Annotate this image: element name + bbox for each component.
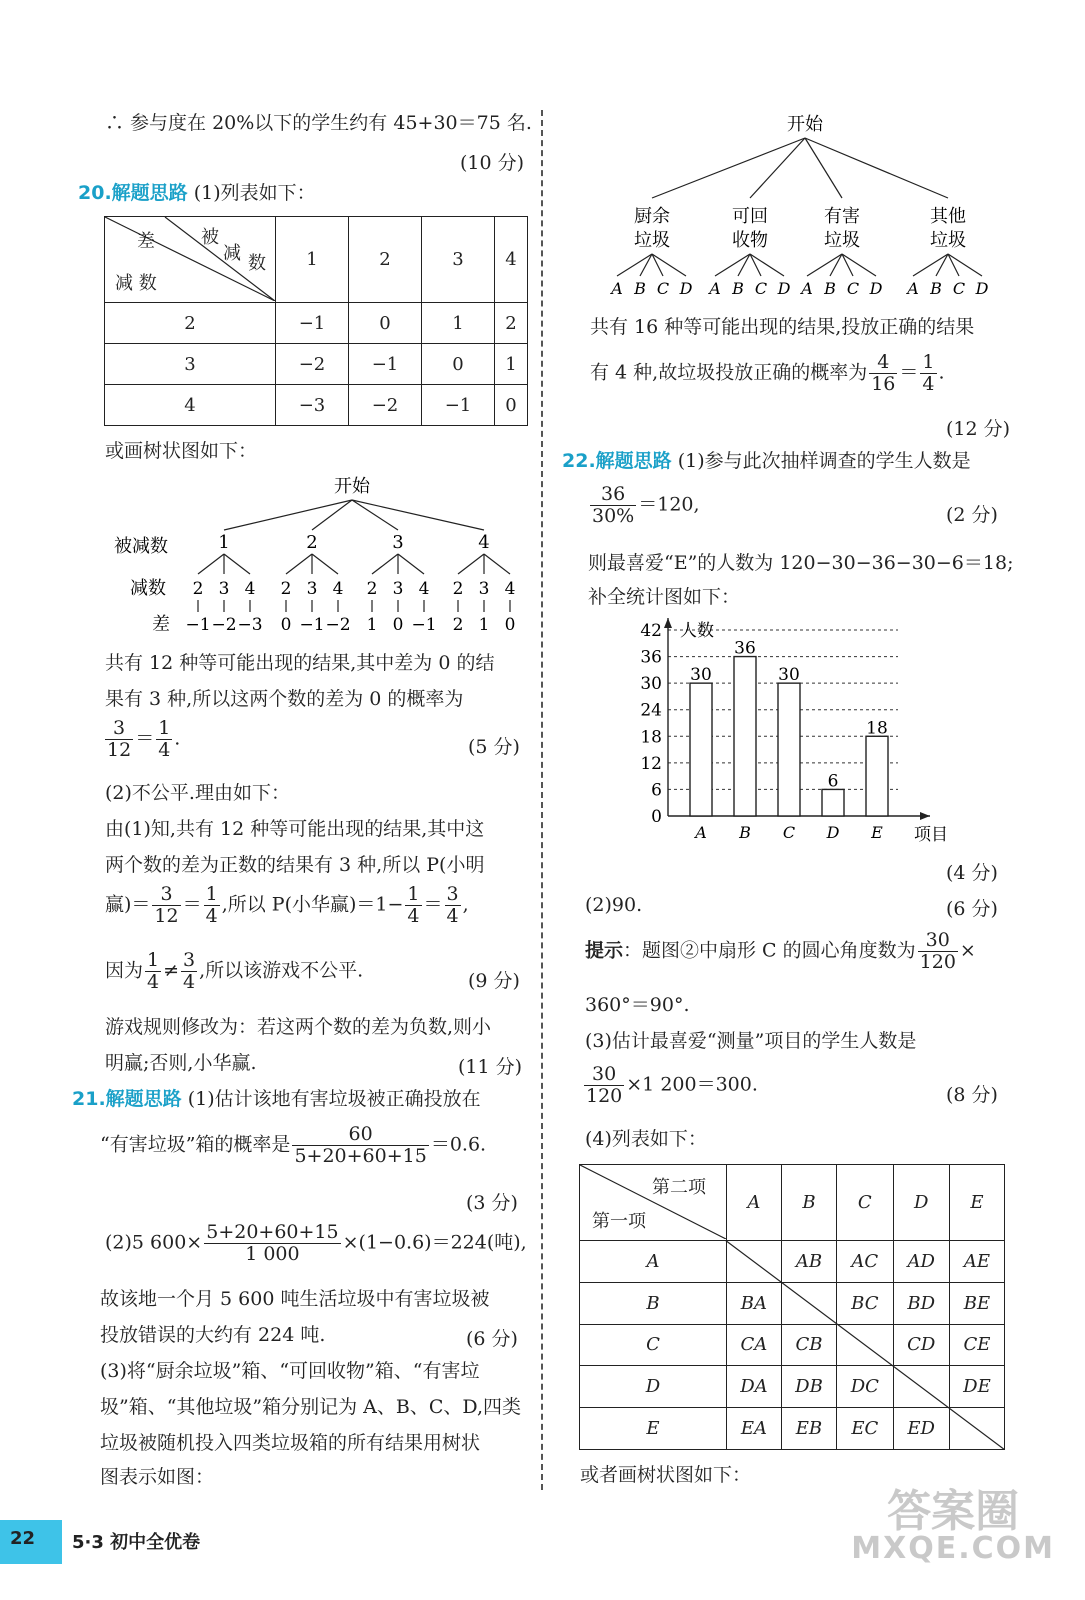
tree-edge [617, 254, 652, 276]
tree-node-leaf: B [930, 279, 942, 298]
score-12: (12 分) [946, 418, 1011, 440]
bar-value-label: 18 [866, 718, 888, 739]
table-cell: EB [781, 1408, 836, 1450]
col-header: 3 [421, 217, 494, 303]
tree-edge [807, 254, 842, 276]
tree-edge [484, 554, 510, 574]
q21-p3: (2)5 600× $\frac{5+20+60+15}{1 000}$ ×(1−0.6)＝224(吨), [105, 1221, 527, 1265]
tree-node-bin: 有害 [824, 206, 860, 227]
x-tick-label: A [695, 823, 707, 842]
bar-chart [620, 614, 960, 850]
table-cell: BE [949, 1282, 1004, 1324]
tree-node-leaf: A [611, 279, 623, 298]
y-axis-label: 人数 [680, 621, 714, 641]
q21-p1: (1)估计该地有害垃圾被正确投放在 [187, 1088, 481, 1110]
y-tick-label: 6 [651, 780, 662, 801]
fraction: $\frac{1}{4}$ [147, 949, 160, 993]
table-cell: 0 [421, 344, 494, 385]
table-cell: 1 [421, 303, 494, 344]
q21-garbage-tree [600, 108, 1020, 303]
tree-node-difference: 1 [366, 615, 378, 635]
tree-branches [185, 532, 515, 635]
q20-intro: (1)列表如下： [193, 182, 316, 204]
tree-node-minuend: 4 [478, 532, 490, 553]
table-cell: EC [837, 1408, 893, 1450]
tree-node-leaf: D [679, 279, 693, 298]
fraction: $\frac{30}{120}$ [919, 929, 956, 973]
tree-node-leaf: A [907, 279, 919, 298]
tree-start: 开始 [334, 476, 370, 497]
q21-tag: 解题思路 [105, 1088, 182, 1110]
hdr-minuend: 被 [201, 227, 219, 248]
table-cell: AC [837, 1241, 893, 1283]
q20-number: 20. [78, 182, 112, 204]
tree-node-bin: 垃圾 [824, 230, 860, 251]
q22-p2: $\frac{36}{30\%}$ ＝120, [592, 483, 700, 527]
tree-node-subtrahend: 2 [366, 579, 378, 599]
tree-edge [913, 254, 948, 276]
tree-node-difference: 2 [452, 615, 464, 635]
table-cell: AB [781, 1241, 836, 1283]
watermark-logo: 答案圈 [887, 1486, 1020, 1537]
tree-node-minuend: 3 [392, 532, 404, 553]
q20-p3b: 两个数的差为正数的结果有 3 种,所以 P(小明 [105, 854, 485, 876]
table-cell: ED [893, 1408, 949, 1450]
tree-node-bin: 收物 [732, 230, 768, 251]
tree-node-difference: −1 [185, 615, 211, 635]
col-header: C [837, 1165, 893, 1241]
score-10: (10 分) [460, 152, 525, 174]
tree-node-leaf: D [975, 279, 989, 298]
table-cell: BC [837, 1282, 893, 1324]
table-cell: DA [727, 1366, 782, 1408]
tree-edge [224, 554, 250, 574]
tree-node-difference: −1 [299, 615, 325, 635]
q21-p5c: 垃圾被随机投入四类垃圾箱的所有结果用树状 [100, 1432, 481, 1454]
q21-p5a: (3)将“厨余垃圾”箱、“可回收物”箱、“有害垃 [100, 1360, 480, 1382]
fraction: $\frac{1}{4}$ [922, 351, 935, 395]
bar-value-label: 36 [734, 638, 756, 659]
score-4: (4 分) [946, 862, 998, 884]
q22-table-corner [580, 1165, 727, 1241]
tree-node-bin: 厨余 [634, 206, 670, 227]
table-cell: DB [781, 1366, 836, 1408]
q20-p1b: 果有 3 种,所以这两个数的差为 0 的概率为 [105, 688, 464, 710]
row-header: E [580, 1408, 727, 1450]
tree-node-subtrahend: 3 [306, 579, 318, 599]
tree-node-bin: 垃圾 [930, 230, 966, 251]
tree-node-subtrahend: 2 [280, 579, 292, 599]
table-cell: CA [727, 1324, 782, 1366]
q22-hint2: 360°＝90°. [585, 994, 690, 1016]
table-cell: −1 [276, 303, 349, 344]
fraction: $\frac{1}{4}$ [158, 717, 171, 761]
tree-node-difference: 0 [504, 615, 516, 635]
q22-heading [562, 450, 971, 473]
tree-node-leaf: B [824, 279, 836, 298]
table-cell: BA [727, 1282, 782, 1324]
q20-difference-table [104, 216, 528, 426]
tree-node-leaf: A [801, 279, 813, 298]
y-tick-label: 36 [640, 647, 662, 668]
tree-edge [805, 138, 948, 198]
fraction: $\frac{1}{4}$ [205, 883, 218, 927]
tree-edge [805, 138, 842, 198]
q20-tag: 解题思路 [111, 182, 188, 204]
q21-p5d: 图表示如图： [100, 1466, 215, 1488]
tree-edge [458, 554, 484, 574]
table-cell: CD [893, 1324, 949, 1366]
tree-node-subtrahend: 4 [504, 579, 516, 599]
table-cell: EA [727, 1408, 782, 1450]
tree-node-minuend: 1 [218, 532, 230, 553]
tree-start: 开始 [787, 114, 823, 135]
fraction: $\frac{5+20+60+15}{1 000}$ [206, 1221, 339, 1265]
x-tick-label: D [826, 823, 840, 842]
fraction: $\frac{3}{12}$ [154, 883, 179, 927]
fraction: $\frac{4}{16}$ [871, 351, 896, 395]
score-8: (8 分) [946, 1084, 998, 1106]
tree-branches [609, 138, 988, 298]
tree-node-difference: 1 [478, 615, 490, 635]
q22-p3: 则最喜爱“E”的人数为 120−30−36−30−6＝18; [588, 552, 1014, 574]
tree-node-bin: 垃圾 [634, 230, 670, 251]
q21-number: 21. [72, 1088, 106, 1110]
col-header: D [893, 1165, 949, 1241]
score-6: (6 分) [466, 1328, 518, 1350]
fraction: $\frac{3}{4}$ [183, 949, 196, 993]
watermark [851, 1486, 1055, 1566]
hdr-second: 第二项 [652, 1177, 706, 1198]
tree-label-difference: 差 [152, 614, 170, 635]
tree-label-subtrahend: 减数 [130, 578, 166, 599]
tree-edge [312, 554, 338, 574]
x-tick-label: E [871, 823, 883, 842]
hint-label: 提示 [585, 939, 624, 962]
tree-node-bin: 可回 [732, 206, 768, 227]
table-cell: DE [949, 1366, 1004, 1408]
tree-node-leaf: C [754, 279, 768, 298]
q20-p6b: 明赢;否则,小华赢. [105, 1052, 257, 1074]
q22-p8: (4)列表如下： [585, 1128, 707, 1150]
tree-edge [652, 138, 805, 198]
table-cell: 0 [494, 385, 527, 426]
row-header: 2 [105, 303, 276, 344]
y-tick-label: 18 [640, 727, 662, 748]
tree-node-subtrahend: 2 [192, 579, 204, 599]
q20-tree-intro: 或画树状图如下： [105, 440, 258, 462]
table-cell: CE [949, 1324, 1004, 1366]
col-header: A [727, 1165, 782, 1241]
tree-edge [715, 254, 750, 276]
tree-node-subtrahend: 3 [218, 579, 230, 599]
row-header: C [580, 1324, 727, 1366]
tree-node-bin: 其他 [930, 206, 966, 227]
tree-node-leaf: B [634, 279, 646, 298]
tree-node-leaf: C [656, 279, 670, 298]
table-row [105, 385, 528, 426]
y-tick-label: 12 [640, 753, 662, 774]
y-tick-label: 30 [640, 674, 662, 695]
score-6b: (6 分) [946, 898, 998, 920]
table-cell: −2 [348, 385, 421, 426]
row-header: D [580, 1366, 727, 1408]
tree-node-minuend: 2 [306, 532, 318, 553]
q20-p3a: 由(1)知,共有 12 种等可能出现的结果,其中这 [105, 818, 485, 840]
row-header: B [580, 1282, 727, 1324]
footer-book-title: 5·3 初中全优卷 [72, 1532, 201, 1553]
bar [866, 736, 888, 816]
score-5: (5 分) [468, 736, 520, 758]
table-cell: CB [781, 1324, 836, 1366]
table-cell: 1 [494, 344, 527, 385]
tree-node-difference: −2 [325, 615, 351, 635]
q21-p4b: 投放错误的大约有 224 吨. [100, 1324, 326, 1346]
score-2: (2 分) [946, 504, 998, 526]
tree-edge [198, 554, 224, 574]
q21-p2: “有害垃圾”箱的概率是 $\frac{60}{5+20+60+15}$ ＝0.6. [100, 1123, 487, 1167]
y-tick-label: 0 [651, 807, 662, 827]
q20-p5: 因为 $\frac{1}{4}$ ≠ $\frac{3}{4}$ ,所以该游戏不公平. [105, 949, 364, 993]
hdr-diff: 差 [137, 231, 155, 252]
q20-tree-diagram [100, 470, 540, 640]
q22-p1: (1)参与此次抽样调查的学生人数是 [677, 450, 971, 472]
x-tick-label: B [739, 823, 751, 842]
column-divider [541, 110, 543, 1490]
bar [778, 683, 800, 816]
footer-page-number: 22 [10, 1528, 36, 1549]
q22-number: 22. [562, 450, 596, 472]
row-header: 4 [105, 385, 276, 426]
q21-p5b: 圾”箱、“其他垃圾”箱分别记为 A、B、C、D,四类 [100, 1396, 521, 1418]
q20-heading [78, 182, 316, 205]
q22-p6: (3)估计最喜爱“测量”项目的学生人数是 [585, 1030, 917, 1052]
tree-node-subtrahend: 4 [332, 579, 344, 599]
q20-p4: 赢)＝ $\frac{3}{12}$ ＝ $\frac{1}{4}$ ,所以 P(小华赢)＝1− $\frac{1}{4}$ ＝ $\frac{3}{4}$ , [105, 883, 469, 927]
bar-value-label: 30 [778, 665, 800, 686]
q21-p4a: 故该地一个月 5 600 吨生活垃圾中有害垃圾被 [100, 1288, 490, 1310]
tree-node-leaf: A [709, 279, 721, 298]
col-header: 1 [276, 217, 349, 303]
q20-p1a: 共有 12 种等可能出现的结果,其中差为 0 的结 [105, 652, 495, 674]
tree-edge [286, 554, 312, 574]
table-row [105, 344, 528, 385]
tree-node-subtrahend: 4 [244, 579, 256, 599]
table-cell: DC [837, 1366, 893, 1408]
tree-edge [398, 554, 424, 574]
col-header: 2 [348, 217, 421, 303]
tree-node-difference: −1 [411, 615, 437, 635]
q22-tag: 解题思路 [595, 450, 672, 472]
q20-prob-line: $\frac{3}{12}$ ＝ $\frac{1}{4}$ . [107, 717, 181, 761]
tree-node-leaf: C [846, 279, 860, 298]
tree-node-leaf: C [952, 279, 966, 298]
bar [822, 789, 844, 816]
fraction: $\frac{30}{120}$ [586, 1063, 623, 1107]
x-axis-label: 项目 [914, 825, 948, 845]
hdr-subtrahend: 减 数 [115, 273, 157, 294]
table-cell: BD [893, 1282, 949, 1324]
tree-edge [372, 554, 398, 574]
q20-table-corner [105, 217, 276, 303]
q21-heading [72, 1088, 481, 1111]
tree-node-subtrahend: 2 [452, 579, 464, 599]
tree-node-leaf: D [869, 279, 883, 298]
score-3: (3 分) [466, 1192, 518, 1214]
tree-node-subtrahend: 4 [418, 579, 430, 599]
score-11: (11 分) [458, 1056, 523, 1078]
fraction: $\frac{3}{4}$ [446, 883, 459, 927]
tree-node-difference: −3 [237, 615, 263, 635]
tree-node-difference: −2 [211, 615, 237, 635]
q22-p7: $\frac{30}{120}$ ×1 200＝300. [586, 1063, 758, 1107]
watermark-url: MXQE.COM [851, 1531, 1055, 1566]
hdr-minuend-3: 数 [248, 253, 266, 274]
table-cell: −2 [276, 344, 349, 385]
r-p1a: 共有 16 种等可能出现的结果,投放正确的结果 [590, 316, 975, 338]
table-cell: −1 [421, 385, 494, 426]
q20-p6a: 游戏规则修改为：若这两个数的差为负数,则小 [105, 1016, 492, 1038]
x-tick-label: C [782, 823, 796, 842]
table-cell: 0 [348, 303, 421, 344]
fraction: $\frac{3}{12}$ [107, 717, 132, 761]
table-cell: −3 [276, 385, 349, 426]
q20-p2: (2)不公平.理由如下： [105, 782, 290, 804]
col-header: E [949, 1165, 1004, 1241]
table-diagonal-line [725, 1240, 1005, 1450]
y-tick-label: 24 [640, 700, 662, 721]
fraction: $\frac{36}{30\%}$ [592, 483, 635, 527]
bar-value-label: 6 [827, 771, 839, 792]
tree-node-subtrahend: 3 [392, 579, 404, 599]
y-axis-arrow [664, 618, 672, 628]
table-cell: AE [949, 1241, 1004, 1283]
fraction: $\frac{1}{4}$ [407, 883, 420, 927]
tree-edge [750, 138, 805, 198]
x-axis-arrow [920, 812, 930, 820]
prev-answer-line: ∴ 参与度在 20%以下的学生约有 45+30＝75 名. [105, 112, 532, 134]
tree-node-leaf: D [777, 279, 791, 298]
q22-hint: 提示：题图②中扇形 C 的圆心角度数为 $\frac{30}{120}$ × [585, 929, 976, 973]
tree-node-subtrahend: 3 [478, 579, 490, 599]
tree-node-difference: 0 [392, 615, 404, 635]
r-p1b: 有 4 种,故垃圾投放正确的概率为 $\frac{4}{16}$ ＝ $\frac{1}{4}$ . [590, 351, 945, 395]
tree-label-minuend: 被减数 [114, 536, 168, 557]
hdr-first: 第一项 [592, 1211, 646, 1232]
score-9: (9 分) [468, 970, 520, 992]
bar [734, 657, 756, 816]
bar-value-label: 30 [690, 665, 712, 686]
tree-node-leaf: B [732, 279, 744, 298]
table-cell: 2 [494, 303, 527, 344]
row-header: A [580, 1241, 727, 1283]
col-header: B [781, 1165, 836, 1241]
row-header: 3 [105, 344, 276, 385]
q22-p5: (2)90. [585, 894, 643, 916]
y-tick-label: 42 [640, 621, 662, 641]
tree-node-difference: 0 [280, 615, 292, 635]
q22-p4: 补全统计图如下： [588, 586, 741, 608]
table-cell: −1 [348, 344, 421, 385]
q22-p9: 或者画树状图如下： [580, 1464, 752, 1486]
bar [690, 683, 712, 816]
hdr-minuend-2: 减 [223, 243, 241, 264]
fraction: $\frac{60}{5+20+60+15}$ [294, 1123, 427, 1167]
table-cell: AD [893, 1241, 949, 1283]
table-row [105, 303, 528, 344]
col-header: 4 [494, 217, 527, 303]
